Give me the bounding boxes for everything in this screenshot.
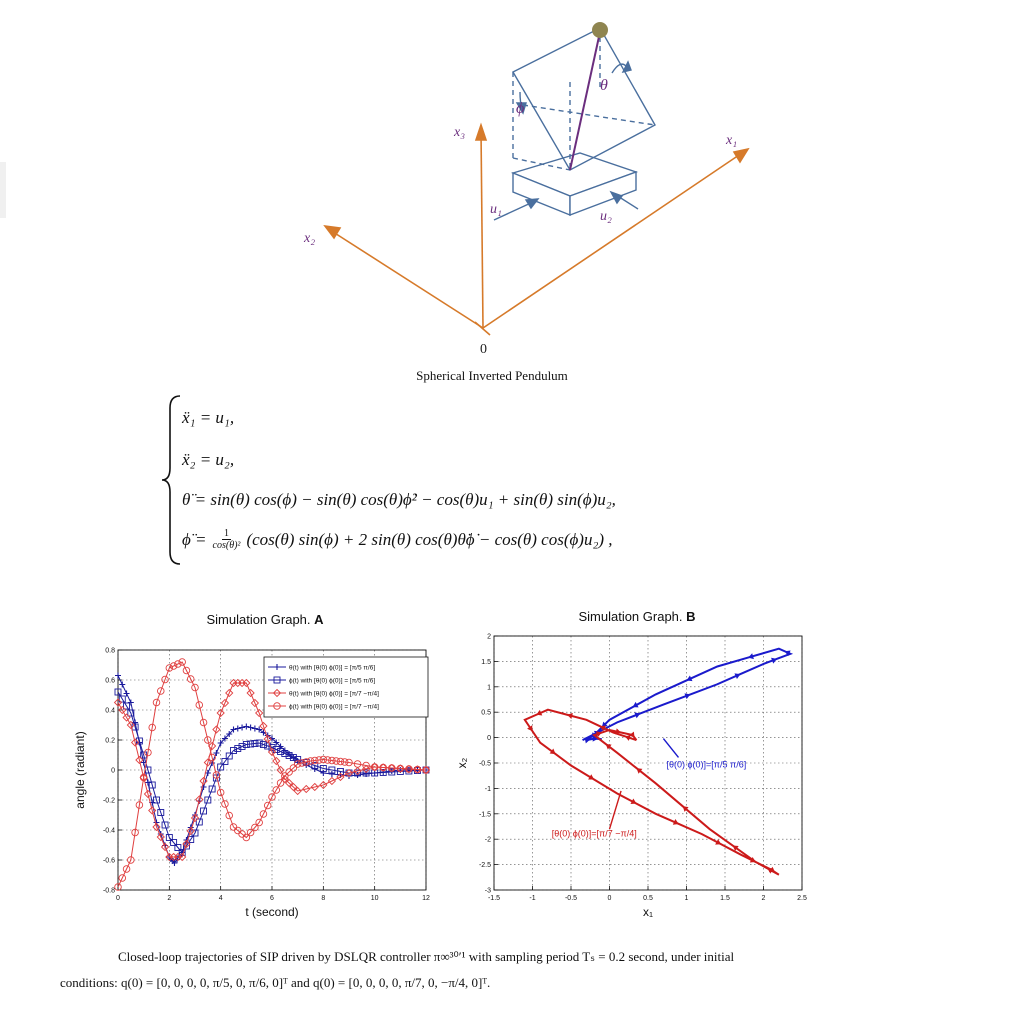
u1-label: u₁ xyxy=(490,202,502,217)
y-tick-label: 0.4 xyxy=(105,707,115,715)
y-tick-label: -1.5 xyxy=(478,811,491,819)
x-tick-label: 0 xyxy=(607,895,612,902)
figure-caption-line-2: conditions: q(0) = [0, 0, 0, 0, π/5, 0, π/6, 0]ᵀ and q(0) = [0, 0, 0, 0, π/7, 0, −π/4, 0]ᵀ. xyxy=(60,975,491,990)
equation-phi-rhs: (cos(θ) sin(ϕ) + 2 sin(θ) cos(θ)θ̇ϕ̇ − cos(θ) cos(ϕ)u₂) , xyxy=(246,529,613,549)
x-tick-label: 2 xyxy=(167,895,172,902)
plot-frame xyxy=(494,636,802,890)
u2-label: u₂ xyxy=(600,209,612,224)
x-tick-label: 1.5 xyxy=(720,895,730,902)
equation-phi-fraction xyxy=(213,528,241,551)
series-line xyxy=(525,710,779,875)
theta-label: θ xyxy=(600,77,608,94)
y-tick-label: 0 xyxy=(111,767,115,775)
x-tick-label: 0.5 xyxy=(643,895,653,902)
y-tick-label: 1 xyxy=(487,684,491,692)
x-axis-label: t (second) xyxy=(245,905,299,919)
coordinate-axes xyxy=(325,125,748,335)
annotation-text-blue: [θ(0) ϕ(0)]=[π/5 π/6] xyxy=(666,759,747,770)
equation-system xyxy=(160,392,760,572)
x-tick-label: 6 xyxy=(270,895,274,902)
graph-a-title xyxy=(160,612,370,627)
x-tick-label: 8 xyxy=(321,895,326,902)
data-point xyxy=(128,700,134,706)
equation-theta: θ̈ = sin(θ) cos(ϕ) − sin(θ) cos(θ)ϕ̇² − cos(θ)u₁ + sin(θ) sin(ϕ)u₂, xyxy=(182,490,616,509)
y-tick-label: -0.6 xyxy=(102,857,115,865)
x-tick-label: 0 xyxy=(116,895,120,902)
chart-a xyxy=(66,640,446,930)
x-tick-label: 2 xyxy=(761,895,766,902)
figure-caption xyxy=(60,944,960,996)
x-tick-label: -1.5 xyxy=(487,895,501,902)
graph-b-title xyxy=(532,609,742,624)
equation-phi-lhs: ϕ̈ = xyxy=(182,529,207,549)
y-tick-label: -0.5 xyxy=(478,760,491,768)
x2-axis xyxy=(330,230,483,328)
chart-b xyxy=(440,624,820,924)
x-tick-label: -0.5 xyxy=(564,895,578,902)
y-tick-label: 0.6 xyxy=(105,677,115,685)
annotation-blue xyxy=(663,739,746,770)
figure-caption-line-1: Closed-loop trajectories of SIP driven by DSLQR controller π∞³⁰ʹ¹ with sampling period Tₛ = 0.2 second, under initial xyxy=(118,949,735,964)
pendulum-diagram xyxy=(280,10,780,360)
x-tick-label: 10 xyxy=(370,895,379,902)
y-tick-label: 0.5 xyxy=(481,709,491,717)
data-point xyxy=(235,726,241,732)
x1-arrowhead xyxy=(734,149,748,162)
y-tick-label: 1.5 xyxy=(481,658,491,666)
y-axis-label: x₂ xyxy=(455,757,469,769)
pendulum-rod xyxy=(570,32,600,170)
x-tick-label: 1 xyxy=(684,895,689,902)
y-tick-label: -2.5 xyxy=(478,862,491,870)
y-tick-label: -0.2 xyxy=(102,797,115,805)
legend-entry: ϕ(t) with [θ(0) ϕ(0)] = [π/7 −π/4] xyxy=(289,703,379,711)
x3-axis xyxy=(481,130,483,328)
data-point xyxy=(239,725,245,731)
y-tick-label: 0 xyxy=(487,735,491,743)
data-point xyxy=(115,673,121,679)
graph-a-title-letter: A xyxy=(314,612,324,627)
data-point xyxy=(243,724,249,730)
chart-grid xyxy=(494,636,802,890)
y-tick-label: -1 xyxy=(484,785,491,793)
x3-label: x₃ xyxy=(454,125,466,140)
annotation-arrow-blue xyxy=(663,739,678,758)
x-tick-label: -1 xyxy=(529,895,536,902)
pendulum-mass xyxy=(592,22,608,38)
data-point xyxy=(252,726,258,732)
equation-x2: ẍ₂ = u₂, xyxy=(182,450,235,469)
y-tick-label: -0.8 xyxy=(102,887,115,895)
equation-x1: ẍ₁ = u₁, xyxy=(182,408,235,427)
data-point xyxy=(248,725,254,731)
diagram-caption: Spherical Inverted Pendulum xyxy=(416,368,568,383)
annotation-text-red: [θ(0) ϕ(0)]=[π/7 −π/4] xyxy=(551,828,637,839)
y-axis-label: angle (radiant) xyxy=(73,731,87,809)
origin-label: 0 xyxy=(480,342,487,357)
left-edge-shade xyxy=(0,162,6,218)
data-point xyxy=(312,766,318,772)
equation-phi xyxy=(182,528,613,551)
x-tick-label: 2.5 xyxy=(797,895,807,902)
annotation-arrow-red xyxy=(610,791,622,829)
x3-arrowhead xyxy=(476,125,486,140)
left-brace xyxy=(160,392,184,568)
fraction-numerator: 1 xyxy=(223,528,229,539)
data-point xyxy=(119,682,125,688)
x-tick-label: 4 xyxy=(218,895,223,902)
angle-planes xyxy=(513,28,655,170)
legend-entry: θ(t) with [θ(0) ϕ(0)] = [π/7 −π/4] xyxy=(289,690,379,698)
data-point xyxy=(329,771,335,777)
graph-b-title-letter: B xyxy=(686,609,696,624)
data-point xyxy=(320,770,326,776)
y-tick-label: -0.4 xyxy=(102,827,115,835)
y-tick-label: 2 xyxy=(487,633,491,641)
y-tick-label: 0.8 xyxy=(105,647,115,655)
graph-b-title-prefix: Simulation Graph. xyxy=(578,609,687,624)
y-tick-label: 0.2 xyxy=(105,737,115,745)
x1-label: x₁ xyxy=(726,133,738,148)
legend-entry: ϕ(t) with [θ(0) ϕ(0)] = [π/5 π/6] xyxy=(289,677,376,685)
y-tick-label: -2 xyxy=(484,836,491,844)
phi-label: ϕ xyxy=(516,100,525,117)
y-tick-label: -3 xyxy=(484,887,491,895)
x2-arrowhead xyxy=(325,226,340,238)
x-axis-label: x₁ xyxy=(642,905,654,919)
series-2 xyxy=(525,710,779,875)
x-tick-label: 12 xyxy=(422,895,430,902)
graph-a-title-prefix: Simulation Graph. xyxy=(206,612,315,627)
chart-a-legend xyxy=(264,657,428,717)
legend-entry: θ(t) with [θ(0) ϕ(0)] = [π/5 π/6] xyxy=(289,664,376,672)
x2-label: x₂ xyxy=(304,231,316,246)
fraction-denominator: cos(θ)² xyxy=(212,540,241,551)
